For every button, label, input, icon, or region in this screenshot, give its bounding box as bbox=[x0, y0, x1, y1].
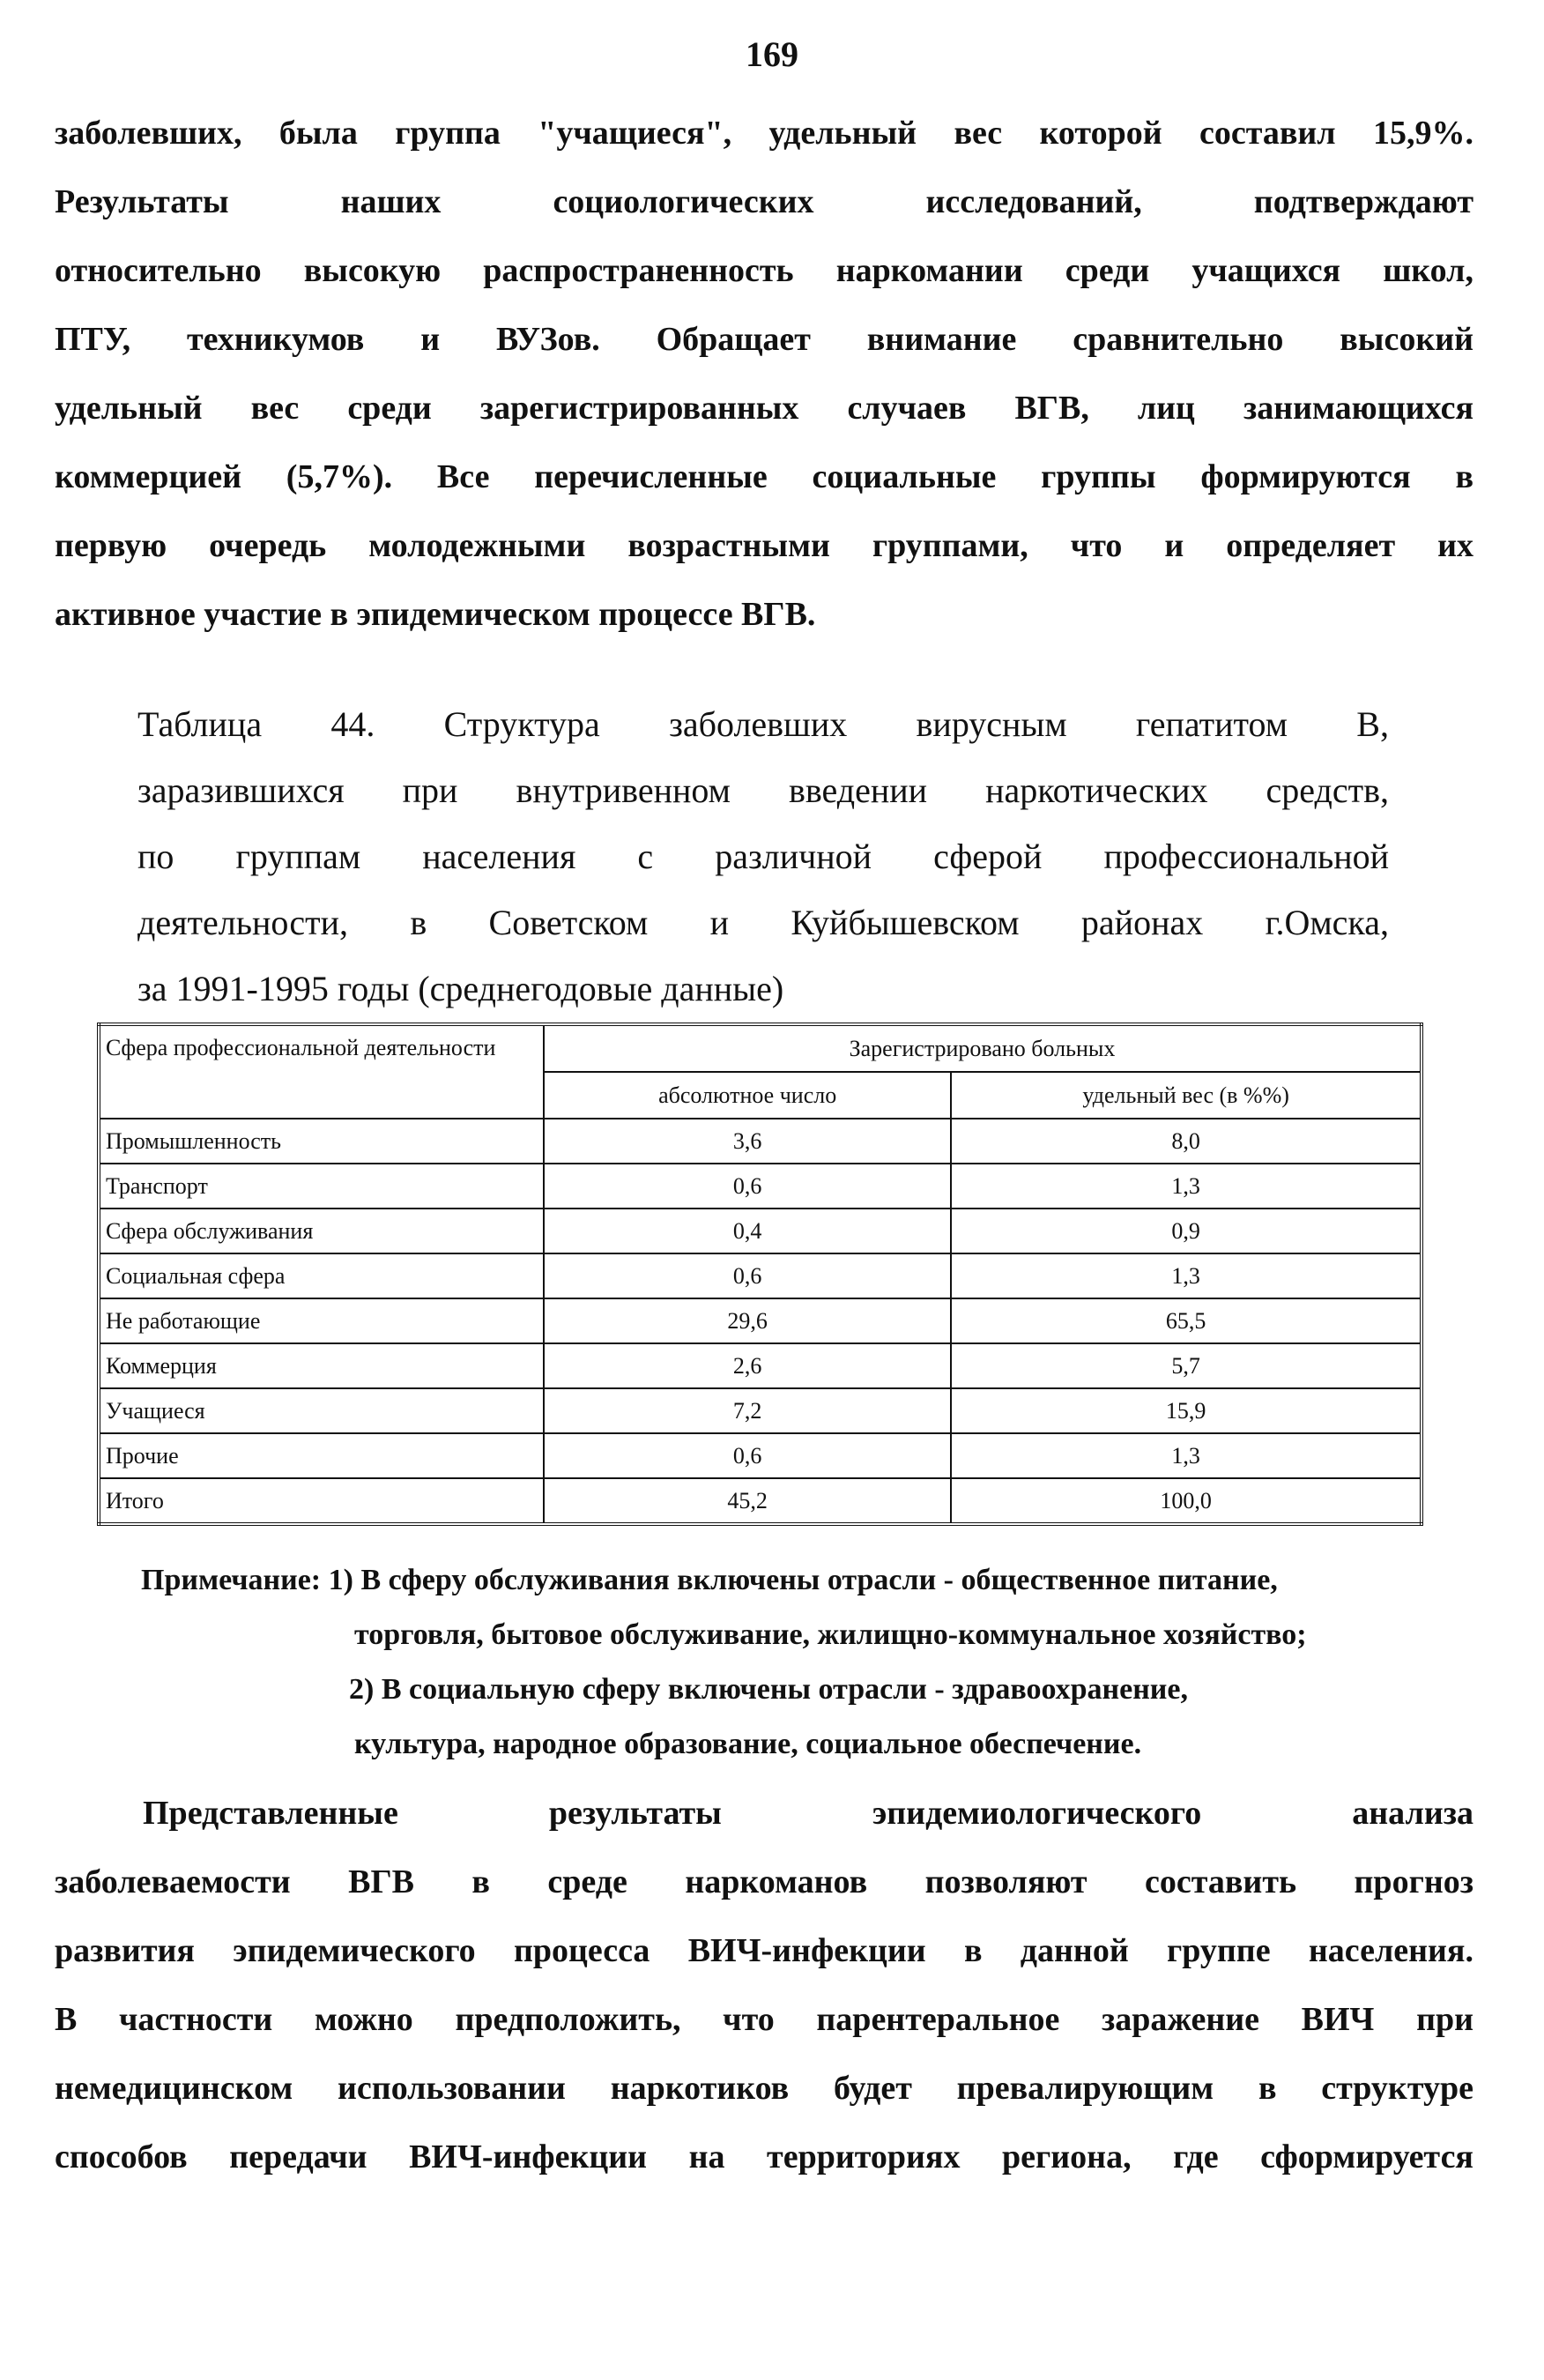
column-header-registered: Зарегистрировано больных bbox=[544, 1024, 1422, 1072]
cell-share: 5,7 bbox=[951, 1343, 1422, 1388]
cell-absolute: 0,6 bbox=[544, 1433, 951, 1478]
caption-line: по группам населения с различной сферой профессиональной bbox=[137, 837, 1389, 876]
paragraph-1 bbox=[55, 99, 1473, 649]
cell-absolute: 2,6 bbox=[544, 1343, 951, 1388]
row-label: Коммерция bbox=[99, 1343, 544, 1388]
text-line: заболевших, была группа "учащиеся", удельный вес которой составил 15,9%. bbox=[55, 115, 1473, 152]
paragraph-2 bbox=[55, 1779, 1473, 2191]
cell-share: 0,9 bbox=[951, 1209, 1422, 1253]
table-row bbox=[99, 1119, 1422, 1164]
note-line: 2) В социальную сферу включены отрасли - здравоохранение, bbox=[349, 1673, 1188, 1706]
table-row bbox=[99, 1388, 1422, 1433]
cell-absolute: 0,6 bbox=[544, 1164, 951, 1209]
cell-share: 1,3 bbox=[951, 1164, 1422, 1209]
table-row bbox=[99, 1298, 1422, 1343]
row-label: Социальная сфера bbox=[99, 1253, 544, 1298]
text-line: Представленные результаты эпидемиологического анализа bbox=[143, 1795, 1473, 1832]
table-row bbox=[99, 1343, 1422, 1388]
text-line: развития эпидемического процесса ВИЧ-инфекции в данной группе населения. bbox=[55, 1932, 1473, 1969]
row-label: Итого bbox=[99, 1478, 544, 1524]
text-line: Результаты наших социологических исследований, подтверждают bbox=[55, 183, 1473, 220]
cell-absolute: 45,2 bbox=[544, 1478, 951, 1524]
cell-share: 65,5 bbox=[951, 1298, 1422, 1343]
table-row bbox=[99, 1209, 1422, 1253]
text-line: коммерцией (5,7%). Все перечисленные социальные группы формируются в bbox=[55, 458, 1473, 495]
table-caption bbox=[137, 691, 1389, 1022]
text-line: удельный вес среди зарегистрированных случаев ВГВ, лиц занимающихся bbox=[55, 390, 1473, 427]
page-number: 169 bbox=[746, 34, 798, 74]
cell-absolute: 29,6 bbox=[544, 1298, 951, 1343]
column-header-share: удельный вес (в %%) bbox=[951, 1072, 1422, 1119]
cell-share: 8,0 bbox=[951, 1119, 1422, 1164]
text-line: немедицинском использовании наркотиков будет превалирующим в структуре bbox=[55, 2070, 1473, 2107]
text-line: В частности можно предположить, что парентеральное заражение ВИЧ при bbox=[55, 2001, 1473, 2038]
column-header-sphere: Сфера профессиональной деятельности bbox=[99, 1024, 544, 1119]
caption-line: за 1991-1995 годы (среднегодовые данные) bbox=[137, 969, 784, 1008]
cell-absolute: 0,6 bbox=[544, 1253, 951, 1298]
cell-share: 100,0 bbox=[951, 1478, 1422, 1524]
caption-line: деятельности, в Советском и Куйбышевском районах г.Омска, bbox=[137, 903, 1389, 942]
row-label: Промышленность bbox=[99, 1119, 544, 1164]
text-line: способов передачи ВИЧ-инфекции на территориях региона, где сформируется bbox=[55, 2138, 1473, 2175]
row-label: Учащиеся bbox=[99, 1388, 544, 1433]
cell-absolute: 0,4 bbox=[544, 1209, 951, 1253]
cell-share: 1,3 bbox=[951, 1433, 1422, 1478]
cell-absolute: 7,2 bbox=[544, 1388, 951, 1433]
table-notes bbox=[141, 1553, 1481, 1772]
caption-line: заразившихся при внутривенном введении наркотических средств, bbox=[137, 770, 1389, 810]
text-line: ПТУ, техникумов и ВУЗов. Обращает внимание сравнительно высокий bbox=[55, 321, 1473, 358]
cell-absolute: 3,6 bbox=[544, 1119, 951, 1164]
note-line: Примечание: 1) В сферу обслуживания включены отрасли - общественное питание, bbox=[141, 1564, 1278, 1596]
text-line: активное участие в эпидемическом процессе ВГВ. bbox=[55, 596, 816, 633]
row-label: Прочие bbox=[99, 1433, 544, 1478]
text-line: первую очередь молодежными возрастными группами, что и определяет их bbox=[55, 527, 1473, 564]
table-row bbox=[99, 1433, 1422, 1478]
cell-share: 15,9 bbox=[951, 1388, 1422, 1433]
table-row-total bbox=[99, 1478, 1422, 1524]
cell-share: 1,3 bbox=[951, 1253, 1422, 1298]
row-label: Не работающие bbox=[99, 1298, 544, 1343]
table-row bbox=[99, 1164, 1422, 1209]
note-line: культура, народное образование, социальное обеспечение. bbox=[354, 1728, 1142, 1760]
table-row bbox=[99, 1253, 1422, 1298]
data-table bbox=[97, 1023, 1423, 1526]
note-line: торговля, бытовое обслуживание, жилищно-коммунальное хозяйство; bbox=[354, 1618, 1307, 1651]
column-header-absolute: абсолютное число bbox=[544, 1072, 951, 1119]
text-line: заболеваемости ВГВ в среде наркоманов позволяют составить прогноз bbox=[55, 1863, 1473, 1900]
caption-line: Таблица 44. Структура заболевших вирусным гепатитом В, bbox=[137, 704, 1389, 744]
row-label: Сфера обслуживания bbox=[99, 1209, 544, 1253]
text-line: относительно высокую распространенность наркомании среди учащихся школ, bbox=[55, 252, 1473, 289]
row-label: Транспорт bbox=[99, 1164, 544, 1209]
